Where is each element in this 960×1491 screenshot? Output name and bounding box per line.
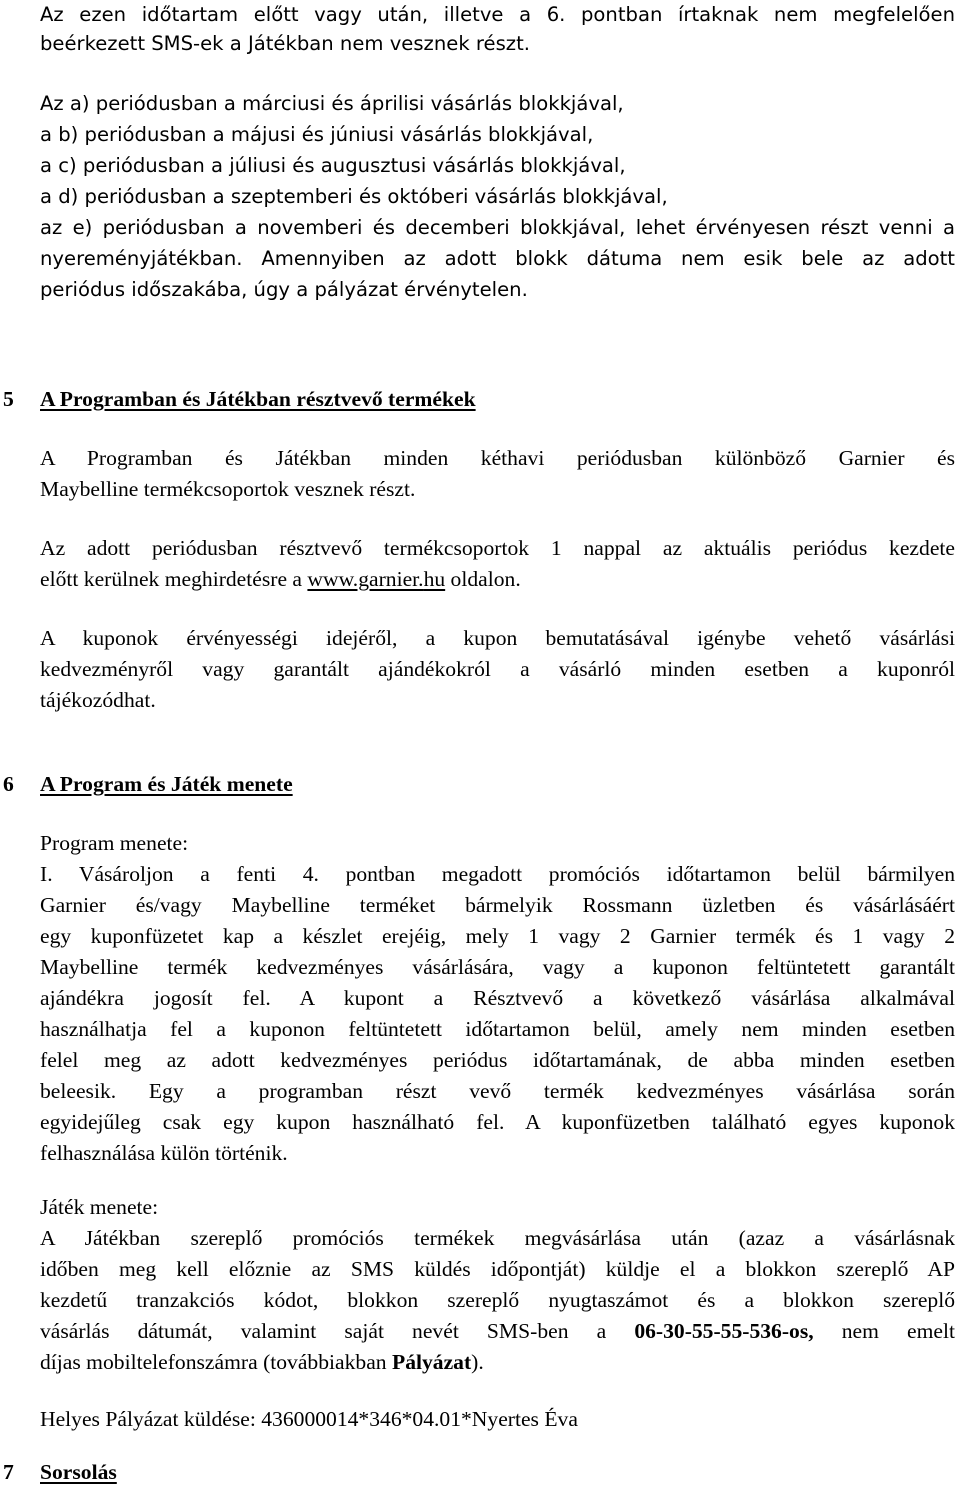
- example-line: [40, 1404, 955, 1435]
- program-section: [40, 828, 955, 1169]
- s5-p2-text-post: oldalon.: [445, 567, 521, 591]
- game-line-5-post: ).: [471, 1350, 484, 1374]
- period-line-e: az e) periódusban a novemberi és decemberi blokkjával, lehet érvényesen részt venni a: [40, 216, 955, 239]
- s5-p2-text-pre: előtt kerülnek meghirdetésre a: [40, 567, 308, 591]
- s5-p3-line-1: A kuponok érvényességi idejéről, a kupon bemutatásával igénybe vehető vásárlási: [40, 626, 955, 650]
- s5-p2-line-1: Az adott periódusban résztvevő termékcsoportok 1 nappal az aktuális periódus kezdete: [40, 536, 955, 560]
- section-5-title: A Programban és Játékban résztvevő termékek: [40, 387, 476, 411]
- game-line-5-pre: díjas mobiltelefonszámra (továbbiakban: [40, 1350, 392, 1374]
- section-7-heading: [3, 1460, 117, 1485]
- game-line-3: kezdetű tranzakciós kódot, blokkon szereplő nyugtaszámot és a blokkon szereplő: [40, 1288, 955, 1312]
- section-6-title: A Program és Játék menete: [40, 772, 293, 796]
- garnier-link-domain[interactable]: www.garnier.: [307, 567, 424, 591]
- period-note-line-2: periódus időszakába, úgy a pályázat érvénytelen.: [40, 278, 528, 301]
- phone-number: 06-30-55-55-536-os,: [634, 1319, 814, 1343]
- s5-p3-line-3: tájékozódhat.: [40, 688, 156, 712]
- game-line-5: [40, 1347, 955, 1378]
- program-line-9: egyidejűleg csak egy kupon használható fel. A kuponfüzetben található egyes kuponok: [40, 1110, 955, 1134]
- section-6-heading: [3, 772, 293, 797]
- section-5-heading: [3, 387, 476, 412]
- palyazat-term: Pályázat: [392, 1350, 472, 1374]
- period-note-line-1: nyereményjátékban. Amennyiben az adott blokk dátuma nem esik bele az adott: [40, 247, 955, 270]
- s5-p3-line-2: kedvezményről vagy garantált ajándékokról a vásárló minden esetben a kuponról: [40, 657, 955, 681]
- period-line-c: a c) periódusban a júliusi és augusztusi vásárlás blokkjával,: [40, 154, 626, 177]
- s5-p1-line-1: A Programban és Játékban minden kéthavi periódusban különböző Garnier és: [40, 446, 955, 470]
- period-line-a: Az a) periódusban a márciusi és áprilisi vásárlás blokkjával,: [40, 92, 624, 115]
- intro-paragraph: [40, 0, 955, 58]
- section-7-number: 7: [3, 1460, 14, 1484]
- program-label: Program menete:: [40, 831, 189, 855]
- section-5-number: 5: [3, 387, 14, 411]
- section-6-number: 6: [3, 772, 14, 796]
- program-line-1: I. Vásároljon a fenti 4. pontban megadott promóciós időtartamon belül bármilyen: [40, 862, 955, 886]
- s5-p2-line-2: [40, 564, 955, 595]
- s5-p1-line-2: Maybelline termékcsoportok vesznek részt.: [40, 477, 416, 501]
- intro-line-1: Az ezen időtartam előtt vagy után, illetve a 6. pontban írtaknak nem megfelelően: [40, 3, 955, 26]
- period-line-d: a d) periódusban a szeptemberi és októberi vásárlás blokkjával,: [40, 185, 668, 208]
- example-sms: Helyes Pályázat küldése: 436000014*346*04.01*Nyertes Éva: [40, 1407, 578, 1431]
- game-line-2: időben meg kell előznie az SMS küldés időpontját) küldje el a blokkon szereplő AP: [40, 1257, 955, 1281]
- period-line-b: a b) periódusban a májusi és júniusi vásárlás blokkjával,: [40, 123, 594, 146]
- program-line-6: használhatja fel a kuponon feltüntetett időtartamon belül, amely nem minden esetben: [40, 1017, 955, 1041]
- periods-paragraph: [40, 88, 955, 305]
- section-5-paragraph-3: [40, 623, 955, 716]
- game-line-4: [40, 1316, 955, 1347]
- game-section: [40, 1192, 955, 1378]
- section-5-paragraph-2: [40, 533, 955, 595]
- garnier-link-tld[interactable]: hu: [423, 567, 446, 591]
- program-line-3: egy kuponfüzetet kap a készlet erejéig, mely 1 vagy 2 Garnier termék és 1 vagy 2: [40, 924, 955, 948]
- game-label: Játék menete:: [40, 1195, 159, 1219]
- program-line-2: Garnier és/vagy Maybelline terméket bármelyik Rossmann üzletben és vásárlásáért: [40, 893, 955, 917]
- intro-line-2: beérkezett SMS-ek a Játékban nem vesznek részt.: [40, 32, 530, 55]
- program-line-10: felhasználása külön történik.: [40, 1141, 288, 1165]
- game-line-4-pre: vásárlás dátumát, valamint saját nevét SMS-ben a: [40, 1319, 635, 1343]
- section-5-paragraph-1: [40, 443, 955, 505]
- section-7-title: Sorsolás: [40, 1460, 117, 1484]
- program-line-5: ajándékra jogosít fel. A kupont a Résztvevő a következő vásárlása alkalmával: [40, 986, 955, 1010]
- program-line-7: felel meg az adott kedvezményes periódus időtartamának, de abba minden esetben: [40, 1048, 955, 1072]
- program-line-4: Maybelline termék kedvezményes vásárlására, vagy a kuponon feltüntetett garantált: [40, 955, 955, 979]
- game-line-4-post: nem emelt: [813, 1319, 955, 1343]
- program-line-8: beleesik. Egy a programban részt vevő termék kedvezményes vásárlása során: [40, 1079, 955, 1103]
- game-line-1: A Játékban szereplő promóciós termékek megvásárlása után (azaz a vásárlásnak: [40, 1226, 955, 1250]
